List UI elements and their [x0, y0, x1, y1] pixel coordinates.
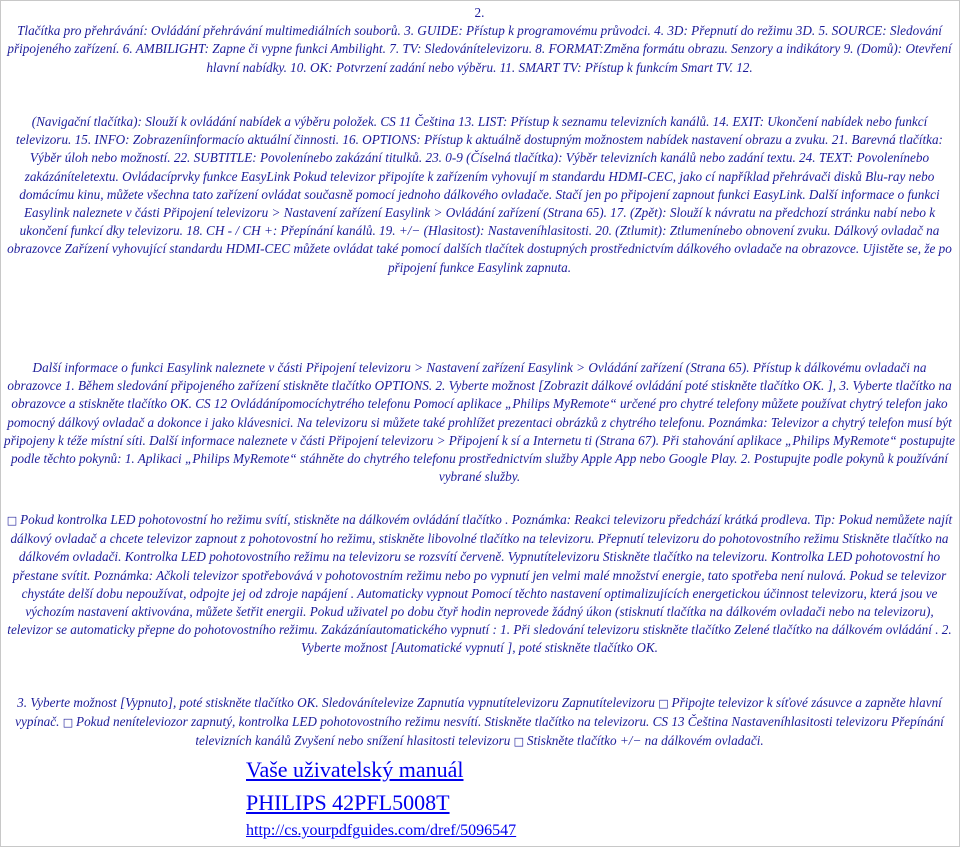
box-icon: □: [62, 716, 74, 730]
text-block-onscreen-remote: [4, 359, 955, 486]
paragraph-power-part1: 3. Vyberte možnost [Vypnuto], poté stiskněte tlačítko OK. Sledovánítelevize Zapnutía vypnutítelevizoru Zapnutítelevizoru: [17, 695, 655, 710]
text-block-standby: [4, 511, 955, 658]
text-block-power-volume: [4, 694, 955, 752]
url-link[interactable]: http://cs.yourpdfguides.com/dref/5096547: [246, 822, 517, 839]
paragraph-power-part2: Připojte televizor k síťové zásuvce a zapněte hlavní vypínač.: [15, 695, 942, 730]
paragraph-remote-buttons: Tlačítka pro přehrávání: Ovládání přehrávání multimediálních souborů. 3. GUIDE: Přístup k programovému průvodci. 4. 3D: Přepnutí do režimu 3D. 5. SOURCE: Sledování připojeného zařízení. 6. AMBILIGHT: Zapne či vypne funkci Ambilight. 7. TV: Sledovánítelevizoru. 8. FORMAT:Změna formátu obrazu. Senzory a indikátory 9. (Domů): Otevření hlavní nabídky. 10. OK: Potvrzení zadání nebo výběru. 11. SMART TV: Přístup k funkcím Smart TV. 12.: [7, 23, 952, 75]
text-block-remote-buttons: [4, 4, 955, 77]
model-link[interactable]: PHILIPS 42PFL5008T: [246, 790, 450, 815]
paragraph-power-part3: Pokud neníteleviozor zapnutý, kontrolka LED pohotovostního režimu nesvítí. Stiskněte tlačítko na televizoru. CS 13 Čeština Nastaveníhlasitosti televizoru Přepínání televizních kanálů Zvyšení nebo snížení hlasitosti televizoru: [76, 714, 944, 749]
paragraph-power-part4: Stiskněte tlačítko +/− na dálkovém ovladači.: [526, 733, 764, 749]
box-icon: □: [658, 697, 669, 710]
box-icon: □: [6, 514, 18, 527]
paragraph-standby: Pokud kontrolka LED pohotovostní ho režimu svítí, stiskněte na dálkovém ovládání tlačítko . Poznámka: Reakci televizoru předchází krátká prodleva. Tip: Pokud nemůžete najít dálkový ovladač a chcete televizor zapnout z pohotovostní ho režimu, stiskněte libovolné tlačítko na televizoru. Přepnutí televizoru do pohotovostního režimu Stiskněte tlačítko na dálkovém ovladači. Kontrolka LED pohotovostního režimu na televizoru se rozsvítí červeně. Vypnutítelevizoru Stiskněte tlačítko na televizoru. Kontrolka LED pohotovostní ho přestane svítit. Poznámka: Ačkoli televizor spotřebovává v pohotovostním režimu nebo po vypnutí jen velmi malé množství energie, tato spotřeba není nulová. Pokud se televizor chystáte delší dobu nepoužívat, odpojte jej od zdroje napájení . Automaticky vypnout Pomocí těchto nastavení optimalizujících energetickou účinnost televizoru, která jsou ve výchozím nastavení aktivována, můžete šetřit energii. Pokud uživatel po dobu čtyř hodin neprovede žádný úkon (stisknutí tlačítka na dálkovém ovladači nebo na televizoru), televizor se automaticky přepne do pohotovostního režimu. Zakázáníautomatického vypnutí : 1. Při sledování televizoru stiskněte tlačítko Zelené tlačítko na dálkovém ovládání . 2. Vyberte možnost [Automatické vypnutí ], poté stiskněte tlačítko OK.: [7, 512, 953, 656]
manual-link[interactable]: Vaše uživatelský manuál: [246, 757, 464, 782]
paragraph-onscreen-remote: Další informace o funkci Easylink naleznete v části Připojení televizoru > Nastavení zařízení Easylink > Ovládání zařízení (Strana 65). Přístup k dálkovému ovladači na obrazovce 1. Během sledování připojeného zařízení stiskněte tlačítko OPTIONS. 2. Vyberte možnost [Zobrazit dálkové ovládání poté stiskněte tlačítko OK. ], 3. Vyberte tlačítko na obrazovce a stiskněte tlačítko OK. CS 12 Ovládánípomocíchytrého telefonu Pomocí aplikace „Philips MyRemote“ určené pro chytré telefony můžete používat chytrý telefon jako pomocný dálkový ovladač a dokonce i jako klávesnici. Na televizoru si můžete také prohlížet prezentaci obrázků z chytrého telefonu. Poznámka: Televizor a chytrý telefon musí být připojeny k téže místní síti. Další informace naleznete v části Připojení televizoru > Připojení k sí a Internetu ti (Strana 67). Při stahování aplikace „Philips MyRemote“ postupujte podle těchto pokynů: 1. Aplikaci „Philips MyRemote“ stáhněte do chytrého telefonu prostřednictvím služby Apple App nebo Google Play. 2. Postupujte podle pokynů k používání vybrané služby.: [4, 360, 955, 485]
paragraph-navigation-easylink: (Navigační tlačítka): Slouží k ovládání nabídek a výběru položek. CS 11 Čeština 13. LIST: Přístup k seznamu televizních kanálů. 14. EXIT: Ukončení nabídek nebo funkcí televizoru. 15. INFO: Zobrazeníinformacío aktuální činnosti. 16. OPTIONS: Přístup k aktuálně dostupným možnostem nabídek nastavení obrazu a zvuku. 21. Barevná tlačítka: Výběr úloh nebo možností. 22. SUBTITLE: Povolenínebo zakázání titulků. 23. 0-9 (Číselná tlačítka): Výběr televizních kanálů nebo zadání textu. 24. TEXT: Povolenínebo zakázáníteletextu. Ovládacíprvky funkce EasyLink Pokud televizor připojíte k zařízením vyhovují m standardu HDMI-CEC, jako cí například přehrávači disků Blu-ray nebo domácímu kinu, můžete všechna tato zařízení ovládat současně pomocí jednoho dálkového ovladače. Stačí jen po připojení zapnout funkci EasyLink. Další informace o funkci Easylink naleznete v části Připojení televizoru > Nastavení zařízení Easylink > Ovládání zařízení (Strana 65). 17. (Zpět): Slouží k návratu na předchozí stránku nabí nebo k ukončení funkcí dky televizoru. 18. CH - / CH +: Přepínání kanálů. 19. +/− (Hlasitost): Nastaveníhlasitosti. 20. (Ztlumit): Ztlumenínebo obnovení zvuku. Dálkový ovladač na obrazovce Zařízení vyhovující standardu HDMI-CEC můžete ovládat také pomocí dalších tlačítek dostupných prostřednictvím dálkového ovladače na obrazovce. Ujistěte se, že po připojení funkce Easylink zapnuta.: [7, 114, 952, 275]
page-number: 2.: [474, 5, 485, 20]
text-block-navigation-easylink: [4, 113, 955, 277]
manual-links: [246, 753, 696, 843]
box-icon: □: [513, 735, 524, 749]
